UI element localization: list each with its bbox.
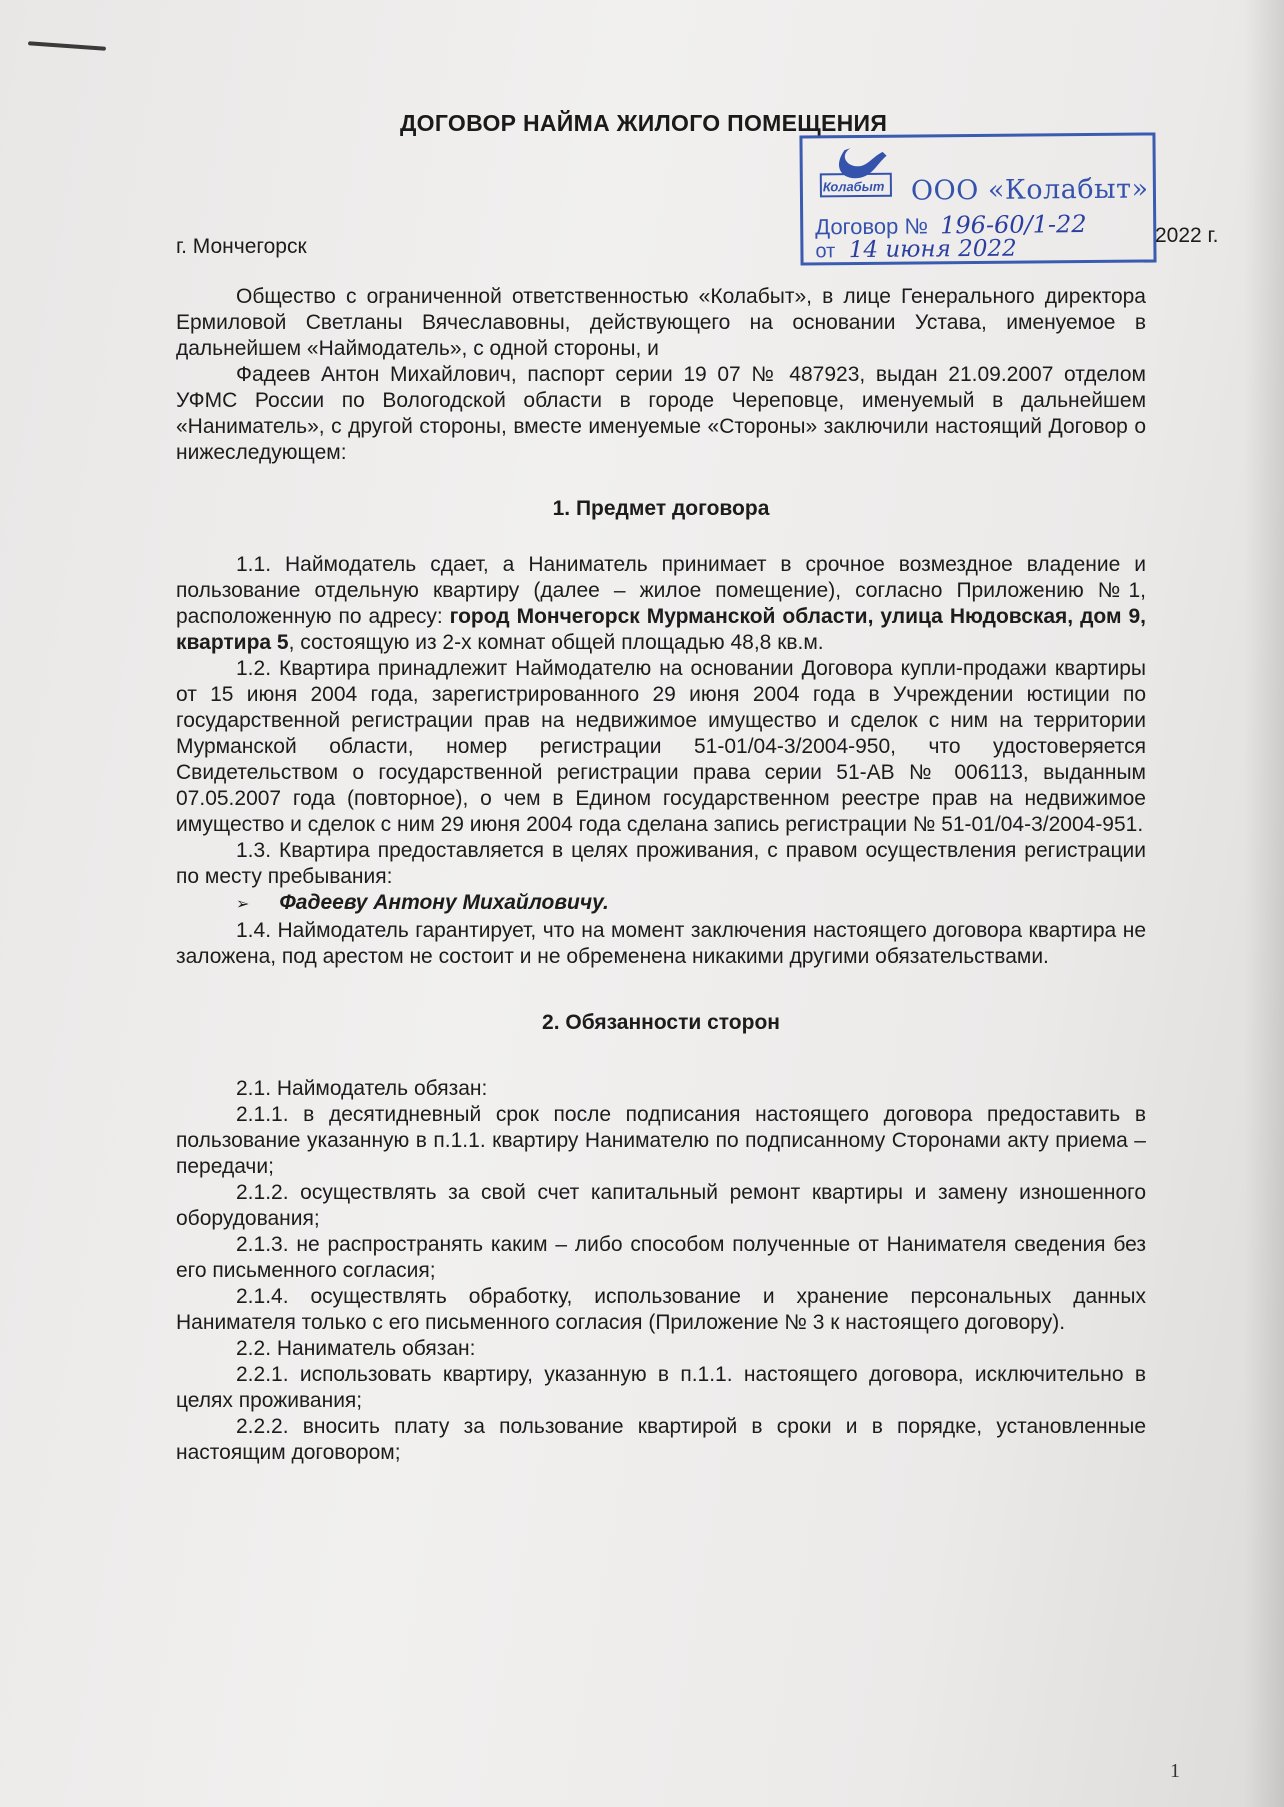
corner-mark: [28, 41, 106, 50]
stamp-date-row: [815, 236, 1017, 264]
document-body: [176, 284, 1146, 1466]
bullet-arrow-icon: ➢: [236, 896, 250, 913]
clause-1-1: [176, 552, 1146, 656]
clause-1-1-tail: , состоящую из 2-х комнат общей площадью 48,8 кв.м.: [288, 631, 824, 654]
bullet-item: [176, 890, 1146, 918]
intro-paragraph-2: Фадеев Антон Михайлович, паспорт серии 19 07 № 487923, выдан 21.09.2007 отделом УФМС России по Вологодской области в городе Череповце, именуемый в дальнейшем «Наниматель», с другой стороны, вместе именуемые «Стороны» заключили настоящий Договор о нижеследующем:: [176, 363, 1146, 464]
section-2-heading: 2. Обязанности сторон: [542, 1011, 780, 1034]
stamp-logo-text: Колабыт: [822, 178, 885, 195]
page-shadow: [1244, 0, 1284, 1807]
clause-2-1: 2.1. Наймодатель обязан:: [236, 1077, 488, 1100]
document-title: ДОГОВОР НАЙМА ЖИЛОГО ПОМЕЩЕНИЯ: [400, 110, 888, 136]
organization-stamp: [799, 132, 1156, 265]
section-1-heading: 1. Предмет договора: [552, 497, 770, 520]
clause-1-1-text: 1.1. Наймодатель сдает, а Наниматель принимает в срочное возмездное владение и пользование отдельную квартиру (далее – жилое помещение), согласно Приложению №1, расположенную по адресу:: [176, 553, 1146, 628]
intro-paragraph-1: Общество с ограниченной ответственностью «Колабыт», в лице Генерального директора Ермиловой Светланы Вячеславовны, действующего на основании Устава, именуемое в дальнейшем «Наймодатель», с одной стороны, и: [176, 285, 1146, 360]
clause-2-2: 2.2. Наниматель обязан:: [236, 1337, 476, 1360]
bullet-text: Фадееву Антону Михайловичу.: [279, 891, 609, 914]
clause-2-1-4: 2.1.4. осуществлять обработку, использование и хранение персональных данных Нанимателя только с его письменного согласия (Приложение № 3 к настоящего договору).: [176, 1285, 1146, 1334]
stamp-date-handwritten: 14 июня 2022: [848, 235, 1017, 264]
page-number: 1: [1170, 1760, 1180, 1782]
document-date-suffix: 2022 г.: [1155, 224, 1219, 247]
clause-2-1-2: 2.1.2. осуществлять за свой счет капитальный ремонт квартиры и замену изношенного оборудования;: [176, 1181, 1146, 1230]
clause-2-1-1: 2.1.1. в десятидневный срок после подписания настоящего договора предоставить в пользование указанную в п.1.1. квартиру Нанимателю по подписанному Сторонами акту приема – передачи;: [176, 1103, 1146, 1178]
property-address: город Мончегорск Мурманской области, улица Нюдовская, дом 9, квартира 5: [176, 605, 1146, 654]
stamp-number-handwritten: 196-60/1-22: [940, 210, 1087, 240]
clause-2-2-1: 2.2.1. использовать квартиру, указанную в п.1.1. настоящего договора, исключительно в целях проживания;: [176, 1363, 1146, 1412]
stamp-number-label: Договор №: [815, 213, 929, 240]
clause-1-3: 1.3. Квартира предоставляется в целях проживания, с правом осуществления регистрации по месту пребывания:: [176, 839, 1146, 888]
kolabyt-logo-icon: [811, 144, 902, 205]
stamp-org-name: ООО «Колабыт»: [910, 173, 1149, 207]
stamp-date-label: от: [815, 240, 836, 263]
clause-2-1-3: 2.1.3. не распространять каким – либо способом полученные от Нанимателя сведения без его письменного согласия;: [176, 1233, 1146, 1282]
clause-1-2: 1.2. Квартира принадлежит Наймодателю на основании Договора купли-продажи квартиры от 15 июня 2004 года, зарегистрированного 29 июня 2004 года в Учреждении юстиции по государственной регистрации прав на недвижимое имущество и сделок с ним на территории Мурманской области, номер регистрации 51-01/04-3/2004-950, что удостоверяется Свидетельством о государственной регистрации права серии 51-АВ № 006113, выданным 07.05.2007 года (повторное), о чем в Едином государственном реестре прав на недвижимое имущество и сделок с ним 29 июня 2004 года сделана запись регистрации № 51-01/04-3/2004-951.: [176, 657, 1146, 836]
clause-2-2-2: 2.2.2. вносить плату за пользование квартирой в сроки и в порядке, установленные настоящим договором;: [176, 1415, 1146, 1464]
document-city: г. Мончегорск: [176, 235, 307, 258]
clause-1-4: 1.4. Наймодатель гарантирует, что на момент заключения настоящего договора квартира не заложена, под арестом не состоит и не обременена никакими другими обязательствами.: [176, 919, 1146, 968]
